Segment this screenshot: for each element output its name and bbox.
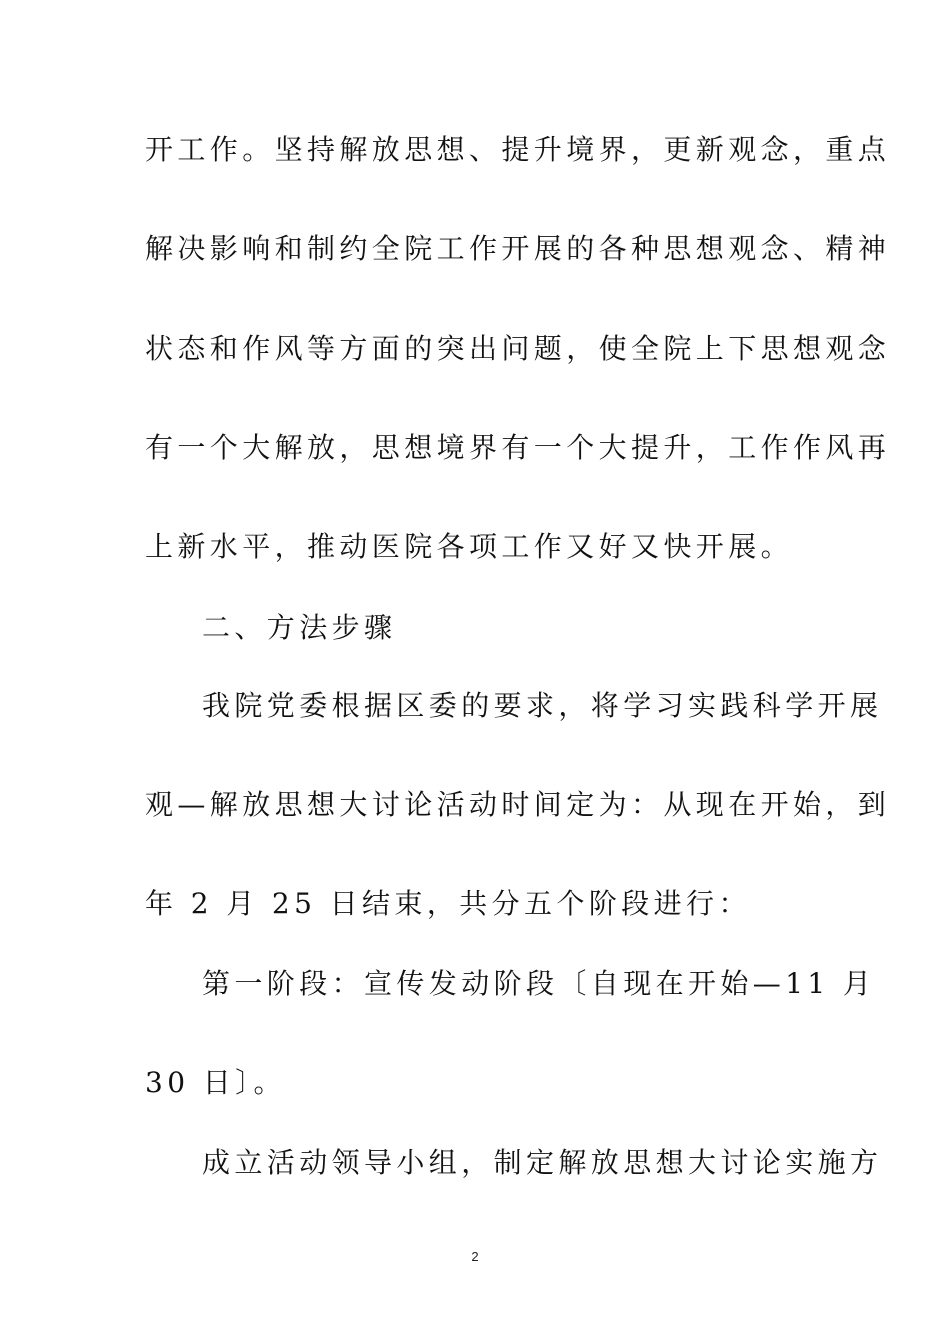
section-heading: 二、方法步骤	[202, 611, 397, 644]
body-text-line: 有一个大解放，思想境界有一个大提升，工作作风再	[145, 431, 891, 464]
page-number: 2	[471, 1249, 479, 1264]
body-text-line: 观—解放思想大讨论活动时间定为：从现在开始，到	[145, 788, 891, 821]
body-text-line: 成立活动领导小组，制定解放思想大讨论实施方	[202, 1146, 883, 1179]
body-text-line: 我院党委根据区委的要求，将学习实践科学开展	[202, 689, 883, 722]
body-text-line: 上新水平，推动医院各项工作又好又快开展。	[145, 530, 794, 563]
body-text-line: 年 2 月 25 日结束，共分五个阶段进行：	[145, 887, 751, 920]
body-text-line: 解决影响和制约全院工作开展的各种思想观念、精神	[145, 232, 891, 265]
body-text-line: 30 日〕。	[145, 1066, 286, 1099]
body-text-line: 第一阶段：宣传发动阶段〔自现在开始—11 月	[202, 967, 876, 1000]
body-text-line: 开工作。坚持解放思想、提升境界，更新观念，重点	[145, 133, 891, 166]
body-text-line: 状态和作风等方面的突出问题，使全院上下思想观念	[145, 332, 891, 365]
